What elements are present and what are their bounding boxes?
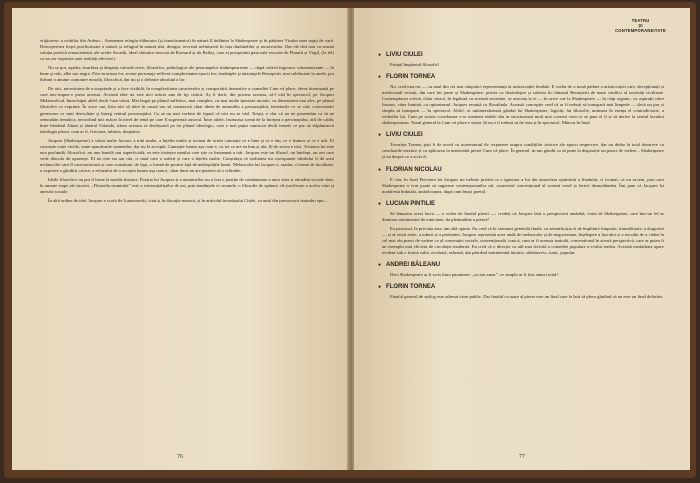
speaker-heading: [378, 132, 664, 138]
paragraph: Ideile filozofice nu pot fi lesne la modul abstract. Poziția lui Jacques și a umanistilor nu a fost o poziție de condamnare a unor stări și atitudini sociale date, în anume etape ale istoriei. „Filozofia neantului” este a existențialiștilor de azi, prin tendințele ei secunde, o filozofie de apărare, de justificare a acelor stări și anexări sociale.: [40, 176, 334, 195]
speaker-heading: [378, 284, 664, 290]
bullet-icon: ●: [378, 52, 382, 58]
bullet-icon: ●: [378, 261, 382, 268]
page-number: 76: [177, 454, 183, 460]
speech-text: Să lămurim acest lucru — e vorba de finalul piesei —: credeți că Jacques lasă o perspectivă amărâtă, voită de Shakespeare, care într-un fel ar diminua sentimentul de tonicitate, de plenitudine a piesei?: [382, 210, 664, 222]
speaker-name: LIVIU CIULEI: [386, 52, 423, 58]
right-text-column: [372, 46, 664, 450]
open-book: [4, 2, 696, 478]
left-text-column: [40, 38, 334, 450]
running-head-line: CONTEMPORANEITATE: [615, 28, 666, 33]
speech-text: Eu personal, în privința asta, am altă opinie. Eu cred că în viziunea generală finală, cu semnificația ei de împlinire timpurie, triumfătoare, a dragostei — și al vieții reale, a iubirii și a prieteniei, Jacques reprezintă acea undă de melancolie și de neguvernare, înțelegere a lucrului și a riscului de a cădea în cel mai rău punct de vedere ca al convenției sociale, convențională, tonică, cum ar fi aceasta teatrală, conventional în acestă perspectivă, care ar putea fi un exemplu mai eficient de circulație modernă. Eu cred că o direcție cu atît mai fericită a comediei populare a evului mediu. Această modalitate apare evident sub o formă cultă, evoluată, rafinată, dar păstrînd sentimentul intuitiv, sărbătoresc, tonic, popular.: [382, 225, 664, 255]
bullet-icon: ●: [378, 74, 382, 81]
bullet-icon: ●: [378, 132, 382, 139]
speaker-name: LIVIU CIULEI: [386, 132, 423, 139]
speech-text: Finalul general de epilog este adresat către public. Dar finalul cu atare al piesei este un final care le lasă să plece gîndind că nu este un final definitiv.: [390, 294, 664, 300]
paragraph: Nu se pot, aşadar, ierarhiza şi despărţi valorile etice, filozofice, psihologice ale personajelor shakespeareene — după criterii îngroase, schematizante — în bune şi rele, albe sau negre. Prin structura lor, aceste personaje reflectă complexitatea epocii lor; tendinţele şi năzuinţele Renaşterii, mai sublimiate la unele, pot înfrunt o anume conturare morală, filozofică, dar nu şi o definire absolută a lor.: [40, 65, 334, 83]
speaker-name: FLORIN TORNEA: [386, 74, 436, 81]
speaker-name: LUCIAN PINTILIE: [386, 200, 436, 207]
speaker-name: FLORIAN NICOLAU: [386, 166, 442, 173]
left-page: [12, 8, 348, 470]
bullet-icon: ●: [378, 284, 382, 291]
speaker-name: ANDREI BĂLEANU: [386, 261, 441, 268]
running-head-line: TEATRU: [631, 18, 650, 23]
speaker-heading: [378, 167, 664, 173]
speaker-heading: [378, 201, 664, 207]
speech-text: Tovarășe Tornea, poți fi de acord cu interesantul dv. expunere asupra condițiilor istorice ale epocii respective, dar nu dedar la total deoarece cu concluziile estetice și cu aplicarea la materialul piesei Cum vă place. În general, m-am gândit ca să pune la dispoziție un punct de vedere... Shakespeare și nu despre ce a scris el.: [382, 142, 664, 160]
speech-text: E clar, în final Pieceaea lui Jacques nu trebuie privită ca o ignorare a lui din atmosfera optimistă a finalului, ci tocmai, ca un accent, prin care Shakespeare a vrut poate să sugereze contemporanilor săi, caracterul convențional al acestui vesel și fericit deznodământ. Îmi pare că Jacques își manifestă îndoiala, amărăciunea, după cum înșiși poetul.: [382, 176, 664, 194]
speaker-heading: [378, 262, 664, 268]
paragraph: De aici, necesitatea de a surprinde și a face vizibilă, în complexitatea caracterelor și comportării dramatice a comediei Cum vă place, ideea dominantă pe care neo-impus-o piesa aceasta. Această idee nu este nici măcar una de tip critică. Aș fi dorit, din pricina aceasta, să-l văd în spectacol, pe Jacques Melancolicul, întruchipat altfel decât l-am văzut. Mai bogat pe planul sufletesc, mai complex, cu mai multe ipostaze morale, cu dimensiuni mai ales, pe planul filozofiei ce exprimă. În orice caz, lista nici să intre în cauză sau să contrazică chiar ideea de ansamblu a personajului, temeiurile ce se văd, concretizări generoase ce sunt dezvoltate și întreg centrul personajului. Ca să nu mai vorbim de faptul că nici nu se văd. Totuși, e clar că nu ne prezentăm ca să ne semnalăm tematica, neocolind nici măcar la nivel de temă pe care îl sugerează autorul. Între altele, frumoasa scenă de la început a personajului, atît de caldă, între bătrânul Adam și tânărul Orlando, ideea aceasta se desfășoară pe tot planul ideologic, care e mai puțin cunoscut decât temele ce par să stăpânească ideologia piesei, cum ar fi, fericirea, iubirea, dreptatea.: [40, 86, 334, 134]
paragraph: Jacques (Shakespeare) a văzut multe lucruri, a trăit multe, a înțeles multe și tocmai de aceea cunoaște ce e bine și ce e rău, ce e frumos și ce e urît. El cunoaște toate viciile, toate apucăturile oamenilor, dar nu le acceptă. Cunoaște lumea așa cum e, cu tot ce are ea bun și rău. Și de aceea e trist. Tristețea lui este una profundă, filozofică, nu una banală sau superficială; ea este tristețea omului care știe ce înseamnă a trăi. Jacques este un filozof, un înțelept, un om care vede dincolo de aparențe. El nu este un om rău, ci unul care a suferit și care a înțeles multe. Conștiința că realitatea nu corespunde idealului îi dă acea melancolie care îl caracterizează și care constituie, de fapt, o formă de protest față de nedreptățile lumii. Melancolia lui Jacques e, așadar, o formă de luciditate, o expresie a gândirii critice, a refuzului de a accepta lumea așa cum e, chiar dacă nu are puterea să o schimbe.: [40, 137, 334, 173]
bullet-icon: ●: [378, 166, 382, 173]
speaker-name: FLORIN TORNEA: [386, 284, 436, 291]
speaker-heading: [378, 52, 664, 58]
running-head: [615, 18, 666, 33]
paragraph: În altă ordine de idei, Jacques e scotit de Lunacearski, citat și în discuția noastră, și în articolul tovarășului Ciulei, ca unul din precursorii teatrului epic...: [48, 198, 328, 204]
running-head-line: ȘI: [638, 23, 643, 28]
speaker-heading: [378, 74, 664, 80]
paragraph: vrăjitoresc a codrilor din Ardeni... Asemenea refugiu eliberator (și transformator) în natură îl întâlnim la Shakespeare și în pădurea Visului unei nopți de vară. Descoperirea forței purificatoare a naturii și refugiul în natură sînt, desigur, reversul nelinișterii în fața rânduielilor și moravurilor. Dar ele sînt mai cu seamă soluția poetică renascentistă, ale acelei Arcadii, ideal stăruitor invocat de Ronsard și du Bellay, care ai prospețimi pastorale evocate de Plutarh și Virgil, (la fel) ca un zor expresia unei realități efective).: [40, 38, 334, 62]
page-number: 77: [519, 454, 525, 460]
bullet-icon: ●: [378, 200, 382, 207]
speech-text: Prințul împăratul filozofic!.: [390, 62, 441, 67]
right-page: [354, 8, 690, 470]
speech-text: Deci Shakespeare ar fi scris întro paranteze: „cu ton amar”, ce simplu ar fi fost atunci totul!: [390, 271, 558, 277]
speech-text: Nu, cred mai rar — cu unul din cei mai simpatici reprezentanți ai aristocrației feudale. E vorba de o nouă pădure a aristocrației care, decepționați și intelectuali versați, din care fac parte și Shakespeare, privea cu desăvârșire și suferea în climatul Renașterii de mare conflict al societăți civilizate. Contemplarea critică, chiar cinică, în legătură cu această societate, se asociau la ei — în orice caz la Shakespeare — în chip organic, cu aspirații către frumos, către lumină, cu optimismul. Jacques reuniță cu Rosalinda. Această concepție cred că ar fi trebuit să transpară mai limpede — dacă nu pur și simplu să transpară — în spectacol. Altfel, se unilateralizează gândul lui Shakespeare, logiciți, lui filozofie, uniteaza în esența el contradictorie, a vederilor lui. Cum pe aceste coordonate s-ar asemeni etalele din ar structurează mult mai coerent ceea ce se pare el fi și să derive la sensul textului shakespearean. Tonul general la Cum vă place e senin. Și nu e fi trebuit să fie asta și în spectacol. Mărcur în final.: [382, 84, 664, 126]
